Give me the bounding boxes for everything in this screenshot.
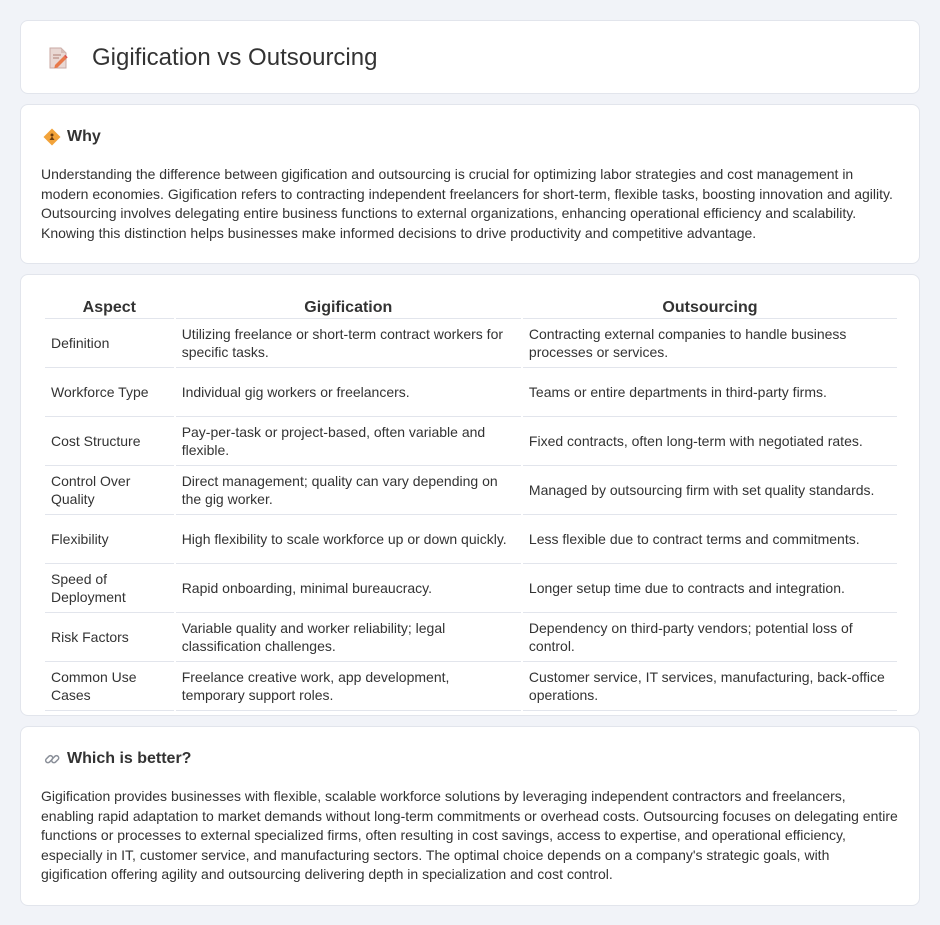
header-card: [20, 20, 920, 94]
document-pencil-icon: [47, 46, 69, 70]
diamond-sign-icon: [43, 128, 61, 146]
cell-aspect: Flexibility: [45, 515, 174, 564]
link-icon: [43, 750, 61, 768]
cell-outsourcing: Contracting external companies to handle business processes or services.: [523, 319, 897, 368]
cell-aspect: Definition: [45, 319, 174, 368]
cell-outsourcing: Less flexible due to contract terms and commitments.: [523, 515, 897, 564]
page-title: Gigification vs Outsourcing: [92, 44, 378, 71]
cell-gigification: Utilizing freelance or short-term contract workers for specific tasks.: [176, 319, 521, 368]
header-gigification: Gigification: [176, 295, 521, 319]
cell-outsourcing: Fixed contracts, often long-term with negotiated rates.: [523, 417, 897, 466]
table-row: [45, 515, 897, 564]
comparison-table-card: [20, 274, 920, 716]
comparison-table: [43, 295, 899, 711]
table-row: [45, 564, 897, 613]
cell-aspect: Cost Structure: [45, 417, 174, 466]
cell-aspect: Speed of Deployment: [45, 564, 174, 613]
better-heading: [43, 749, 191, 769]
table-row: [45, 417, 897, 466]
table-row: [45, 613, 897, 662]
which-is-better-section: [20, 726, 920, 906]
cell-gigification: Freelance creative work, app development, temporary support roles.: [176, 662, 521, 711]
table-row: [45, 368, 897, 417]
table-header-row: [45, 295, 897, 319]
why-section: [20, 104, 920, 264]
cell-gigification: Individual gig workers or freelancers.: [176, 368, 521, 417]
cell-outsourcing: Longer setup time due to contracts and integration.: [523, 564, 897, 613]
cell-gigification: Pay-per-task or project-based, often variable and flexible.: [176, 417, 521, 466]
table-row: [45, 319, 897, 368]
why-text: Understanding the difference between gigification and outsourcing is crucial for optimizing labor strategies and cost management in modern economies. Gigification refers to contracting independent freelancers for short-term, flexible tasks, boosting innovation and agility. Outsourcing involves delegating entire business functions to external organizations, enhancing operational efficiency and scalability. Knowing this distinction helps businesses make informed decisions to drive productivity and competitive advantage.: [41, 166, 893, 241]
header-outsourcing: Outsourcing: [523, 295, 897, 319]
cell-gigification: Rapid onboarding, minimal bureaucracy.: [176, 564, 521, 613]
why-title: Why: [67, 128, 101, 145]
table-row: [45, 466, 897, 515]
cell-aspect: Workforce Type: [45, 368, 174, 417]
cell-aspect: Common Use Cases: [45, 662, 174, 711]
better-title: Which is better?: [67, 750, 192, 767]
cell-gigification: High flexibility to scale workforce up or down quickly.: [176, 515, 521, 564]
cell-gigification: Variable quality and worker reliability; legal classification challenges.: [176, 613, 521, 662]
cell-outsourcing: Customer service, IT services, manufacturing, back-office operations.: [523, 662, 897, 711]
better-text: Gigification provides businesses with flexible, scalable workforce solutions by leveraging independent contractors and freelancers, enabling rapid adaptation to market demands without long-term commitments or overhead costs. Outsourcing focuses on delegating entire functions or processes to external specialized firms, often resulting in cost savings, access to expertise, and operational efficiency, especially in IT, customer service, and manufacturing sectors. The optimal choice depends on a company's strategic goals, with gigification offering agility and outsourcing delivering depth in specialization and cost control.: [41, 788, 898, 882]
cell-gigification: Direct management; quality can vary depending on the gig worker.: [176, 466, 521, 515]
cell-aspect: Risk Factors: [45, 613, 174, 662]
cell-outsourcing: Teams or entire departments in third-party firms.: [523, 368, 897, 417]
header-aspect: Aspect: [45, 295, 174, 319]
cell-outsourcing: Dependency on third-party vendors; potential loss of control.: [523, 613, 897, 662]
why-heading: [43, 127, 101, 147]
cell-aspect: Control Over Quality: [45, 466, 174, 515]
cell-outsourcing: Managed by outsourcing firm with set quality standards.: [523, 466, 897, 515]
table-row: [45, 662, 897, 711]
